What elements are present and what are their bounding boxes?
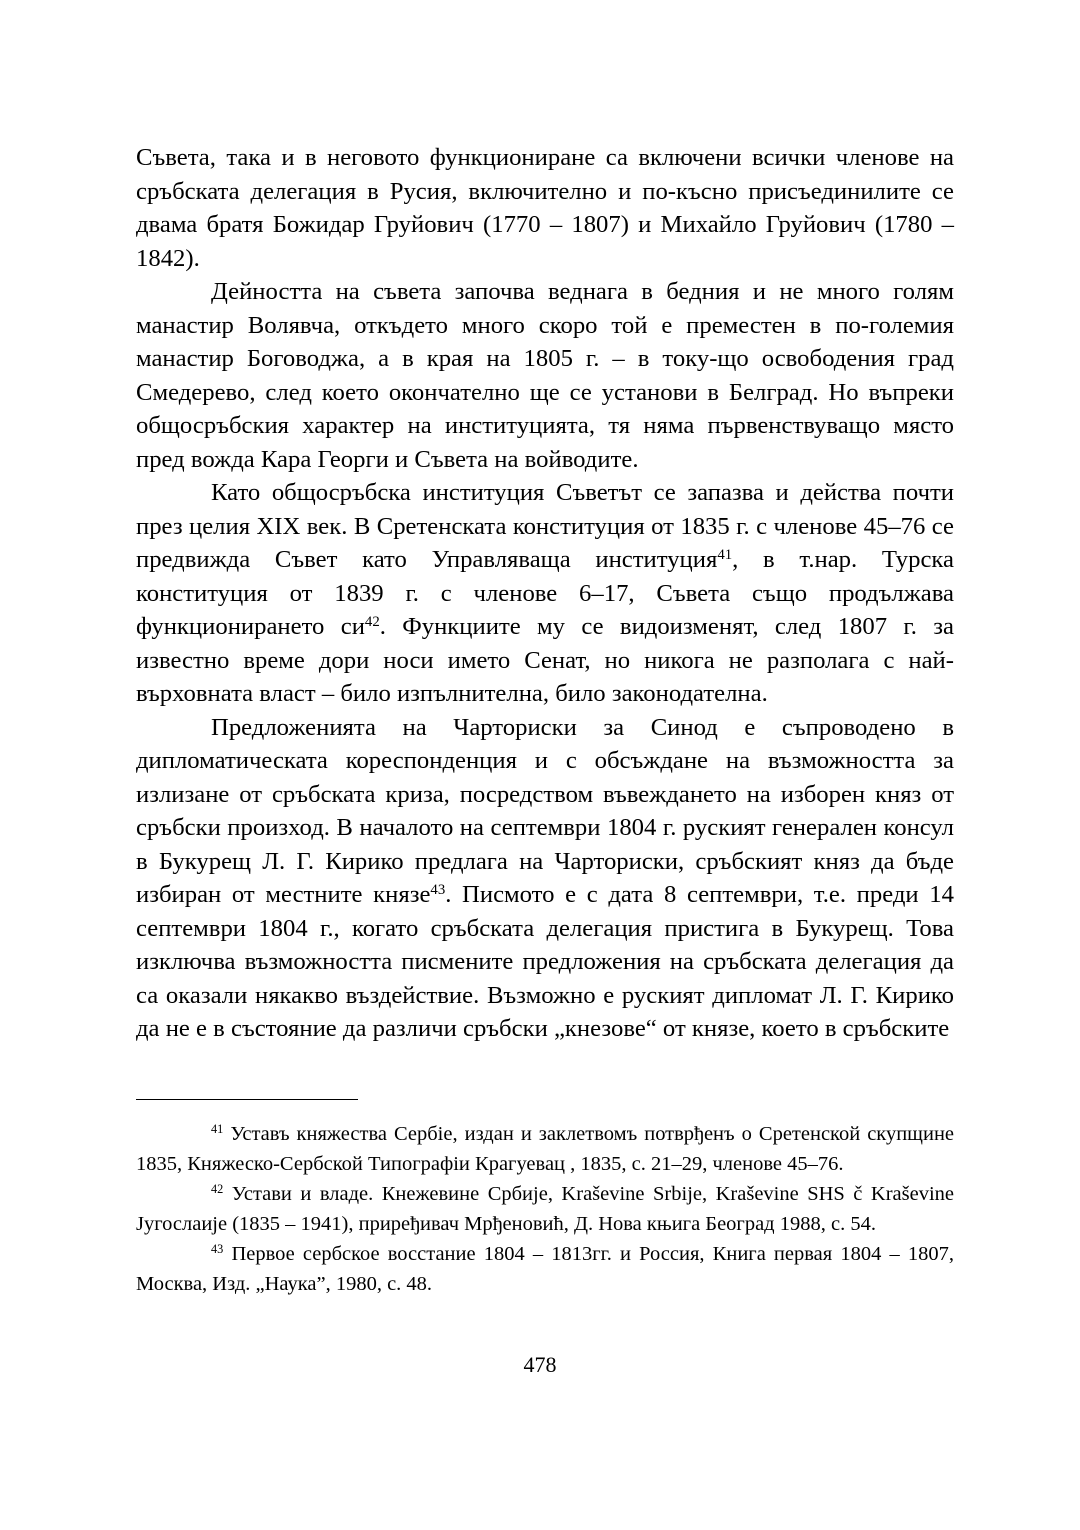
paragraph-3-part-b: , в т.нар. Турска конституция от 1839 г. с членове 6–17, Съвета също продължава функционирането си bbox=[136, 546, 954, 640]
footnote-number: 42 bbox=[211, 1182, 224, 1197]
paragraph-2: Дейността на съвета започва веднага в бедния и не много голям манастир Волявча, откъдето много скоро той е преместен в по-големия манастир Боговоджа, а в края на 1805 г. – в току-що освободения град Смедерево, след което окончателно ще се установи в Белград. Но въпреки общосръбския характер на институцията, тя няма първенствуващо място пред вожда Кара Георги и Съвета на войводите. bbox=[136, 278, 954, 473]
paragraph-3-part-c: . Функциите му се видоизменят, след 1807 г. за известно време дори носи името Сенат, но никога не разполага с най-върховната власт – било изпълнителна, било законодателна. bbox=[136, 613, 954, 707]
paragraph-1: Съвета, така и в неговото функциониране са включени всички членове на сръбската делегация в Русия, включително и по-късно присъединилите се двама братя Божидар Груйович (1770 – 1807) и Михайло Груйович (1780 – 1842). bbox=[136, 144, 954, 272]
footnote-43 bbox=[136, 1239, 954, 1299]
footnote-41 bbox=[136, 1119, 954, 1179]
footnote-42 bbox=[136, 1179, 954, 1239]
main-text bbox=[136, 141, 954, 1046]
page-number: 478 bbox=[523, 1352, 557, 1377]
footnote-text: Устави и владе. Кнежевине Србије, Kraševine Srbije, Kraševine SHS č Kraševine Југослаије (1835 – 1941), приређивач Мрђеновић, Д. Нова књига Београд 1988, с. 54. bbox=[136, 1183, 954, 1235]
paragraph-4-part-b: . Писмото е с дата 8 септември, т.е. преди 14 септември 1804 г., когато сръбската делегация пристига в Букурещ. Това изключва възможността писмените предложения на сръбската делегация да са оказали някакво въздействие. Възможно е руският дипломат Л. Г. Кирико да не е в състояние да различи сръбски „кнезове“ от князе, което в сръбските bbox=[136, 881, 954, 1042]
footnote-separator bbox=[136, 1099, 358, 1100]
paragraph-3-part-a: Като общосръбска институция Съветът се запазва и действа почти през целия XIX век. В Сретенската конституция от 1835 г. с членове 45–76 се предвижда Съвет като Управляваща институция bbox=[136, 479, 954, 573]
footnote-text: Уставъ княжества Сербіе, издан и заклетвомъ потврђенъ о Сретенской скупщине 1835, Княжеско-Сербской Типографіи Крагуевац , 1835, с. 21–29, членове 45–76. bbox=[136, 1123, 955, 1175]
footnotes bbox=[136, 1119, 954, 1299]
footnote-ref-42: 42 bbox=[364, 613, 380, 630]
paragraph-4 bbox=[136, 711, 954, 1046]
paragraph-3 bbox=[136, 476, 954, 711]
footnote-ref-43: 43 bbox=[430, 881, 446, 898]
footnote-ref-41: 41 bbox=[717, 546, 733, 563]
footnote-text: Первое сербское восстание 1804 – 1813гг. и Россия, Книга первая 1804 – 1807, Москва, Изд. „Наука”, 1980, с. 48. bbox=[136, 1243, 954, 1295]
paragraph-4-part-a: Предложенията на Чарториски за Синод е съпроводено в дипломатическата кореспонденция и с обсъждане на възможността за излизане от сръбската криза, посредством въвеждането на изборен княз от сръбски произход. В началото на септември 1804 г. руският генерален консул в Букурещ Л. Г. Кирико предлага на Чарториски, сръбският княз да бъде избиран от местните князе bbox=[136, 713, 954, 908]
footnote-number: 43 bbox=[211, 1242, 224, 1257]
footnote-number: 41 bbox=[211, 1122, 224, 1137]
